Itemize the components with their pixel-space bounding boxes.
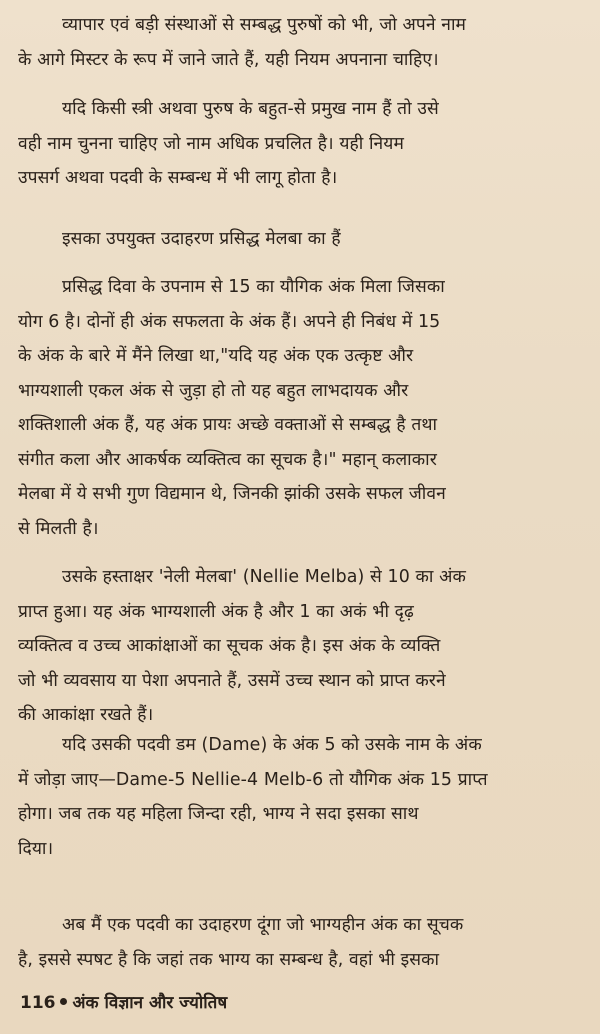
page-footer [20, 990, 227, 1013]
paragraph-1 [18, 8, 582, 77]
paragraph-4 [18, 270, 582, 546]
page-number: 116 [20, 993, 56, 1013]
text-line: जो भी व्यवसाय या पेशा अपनाते हैं, उसमें उच्च स्थान को प्राप्त करने [18, 670, 446, 691]
book-title: अंक विज्ञान और ज्योतिष [72, 993, 228, 1013]
text-line: में जोड़ा जाए—Dame-5 Nellie-4 Melb-6 तो यौगिक अंक 15 प्राप्त [18, 769, 488, 790]
paragraph-6 [18, 728, 582, 866]
text-line: शक्तिशाली अंक हैं, यह अंक प्रायः अच्छे वक्ताओं से सम्बद्ध है तथा [18, 415, 438, 435]
text-line: के अंक के बारे में मैंने लिखा था,"यदि यह अंक एक उत्कृष्ट और [18, 346, 414, 366]
text-line: मेलबा में ये सभी गुण विद्यमान थे, जिनकी झांकी उसके सफल जीवन [18, 484, 446, 504]
paragraph-2 [18, 92, 582, 196]
text-line: प्रसिद्ध दिवा के उपनाम से 15 का यौगिक अंक मिला जिसका [62, 277, 445, 297]
paragraph-7 [18, 908, 582, 977]
text-line: व्यापार एवं बड़ी संस्थाओं से सम्बद्ध पुरुषों को भी, जो अपने नाम [62, 15, 467, 35]
text-line: वही नाम चुनना चाहिए जो नाम अधिक प्रचलित है। यही नियम [18, 133, 404, 154]
text-line: भाग्यशाली एकल अंक से जुड़ा हो तो यह बहुत लाभदायक और [18, 380, 409, 401]
text-line: उपसर्ग अथवा पदवी के सम्बन्ध में भी लागू होता है। [18, 168, 338, 188]
text-line: से मिलती है। [18, 518, 99, 539]
paragraph-5 [18, 560, 582, 733]
paragraph-3 [18, 222, 582, 257]
text-line: प्राप्त हुआ। यह अंक भाग्यशाली अंक है और 1 का अकं भी दृढ़ [18, 601, 414, 622]
text-line: यदि किसी स्त्री अथवा पुरुष के बहुत-से प्रमुख नाम हैं तो उसे [62, 99, 439, 119]
text-line: योग 6 है। दोनों ही अंक सफलता के अंक हैं। अपने ही निबंध में 15 [18, 311, 441, 332]
text-line: अब मैं एक पदवी का उदाहरण दूंगा जो भाग्यहीन अंक का सूचक [62, 915, 464, 935]
text-line: की आकांक्षा रखते हैं। [18, 705, 154, 725]
text-line: दिया। [18, 838, 54, 859]
text-line: यदि उसकी पदवी डम (Dame) के अंक 5 को उसके नाम के अंक [62, 735, 482, 755]
text-line: होगा। जब तक यह महिला जिन्दा रही, भाग्य ने सदा इसका साथ [18, 804, 419, 824]
text-line: है, इससे स्पषट है कि जहां तक भाग्य का सम्बन्ध है, वहां भी इसका [18, 949, 440, 970]
text-line: इसका उपयुक्त उदाहरण प्रसिद्ध मेलबा का हैं [62, 229, 341, 249]
text-line: व्यक्तित्व व उच्च आकांक्षाओं का सूचक अंक है। इस अंक के व्यक्ति [18, 636, 441, 656]
text-line: संगीत कला और आकर्षक व्यक्तित्व का सूचक है।" महान् कलाकार [18, 449, 437, 470]
bullet-icon [60, 998, 67, 1005]
text-line: के आगे मिस्टर के रूप में जाने जाते हैं, यही नियम अपनाना चाहिए। [18, 49, 439, 70]
text-line: उसके हस्ताक्षर 'नेली मेलबा' (Nellie Melba) से 10 का अंक [62, 567, 466, 587]
